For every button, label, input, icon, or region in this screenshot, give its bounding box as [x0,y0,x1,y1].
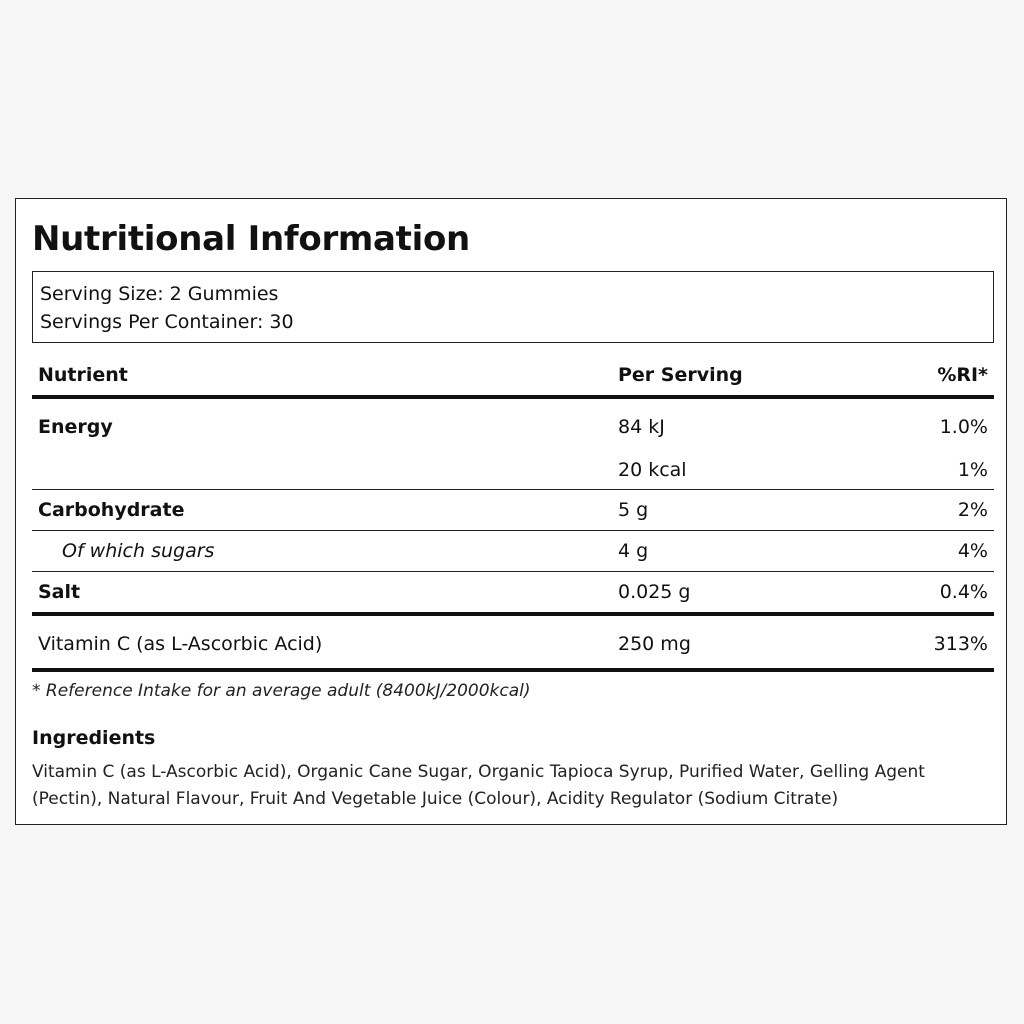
per-serving-value: 5 g [618,499,649,521]
nutrient-name: Salt [38,581,81,603]
nutrition-table [32,349,994,672]
ri-value: 1.0% [939,416,988,438]
per-serving-value: 0.025 g [618,581,691,603]
table-header-row [32,349,994,395]
serving-info-box [32,271,994,343]
per-serving-value: 250 mg [618,633,691,655]
table-row-energy-kj [32,399,994,451]
ingredients-list: Vitamin C (as L-Ascorbic Acid), Organic Cane Sugar, Organic Tapioca Syrup, Purified Water, Gelling Agent (Pectin), Natural Flavour, Fruit And Vegetable Juice (Colour), Acidity Regulator (Sodium Citrate) [32,762,925,809]
serving-size: Serving Size: 2 Gummies [40,283,279,305]
per-serving-value: 4 g [618,540,649,562]
label-title: Nutritional Information [32,219,470,259]
nutrient-name: Energy [38,416,113,438]
nutrient-name: Carbohydrate [38,499,185,521]
ri-value: 1% [957,459,988,481]
nutrient-name: Vitamin C (as L-Ascorbic Acid) [38,633,323,655]
ri-value: 4% [957,540,988,562]
ingredients-heading: Ingredients [32,727,156,749]
reference-intake-footnote: * Reference Intake for an average adult (8400kJ/2000kcal) [32,681,531,701]
nutrient-name: Of which sugars [62,540,215,562]
per-serving-value: 20 kcal [618,459,687,481]
table-row-energy-kcal [32,451,994,489]
table-row-salt [32,572,994,612]
table-row-carbohydrate [32,490,994,530]
table-row-sugars [32,531,994,571]
header-ri: %RI* [937,364,988,386]
table-row-vitamin-c [32,616,994,668]
ri-value: 2% [957,499,988,521]
nutrition-label-panel [15,198,1007,825]
ri-value: 0.4% [939,581,988,603]
header-per-serving: Per Serving [618,364,743,386]
per-serving-value: 84 kJ [618,416,665,438]
header-nutrient: Nutrient [38,364,128,386]
servings-per-container: Servings Per Container: 30 [40,311,294,333]
ri-value: 313% [933,633,988,655]
